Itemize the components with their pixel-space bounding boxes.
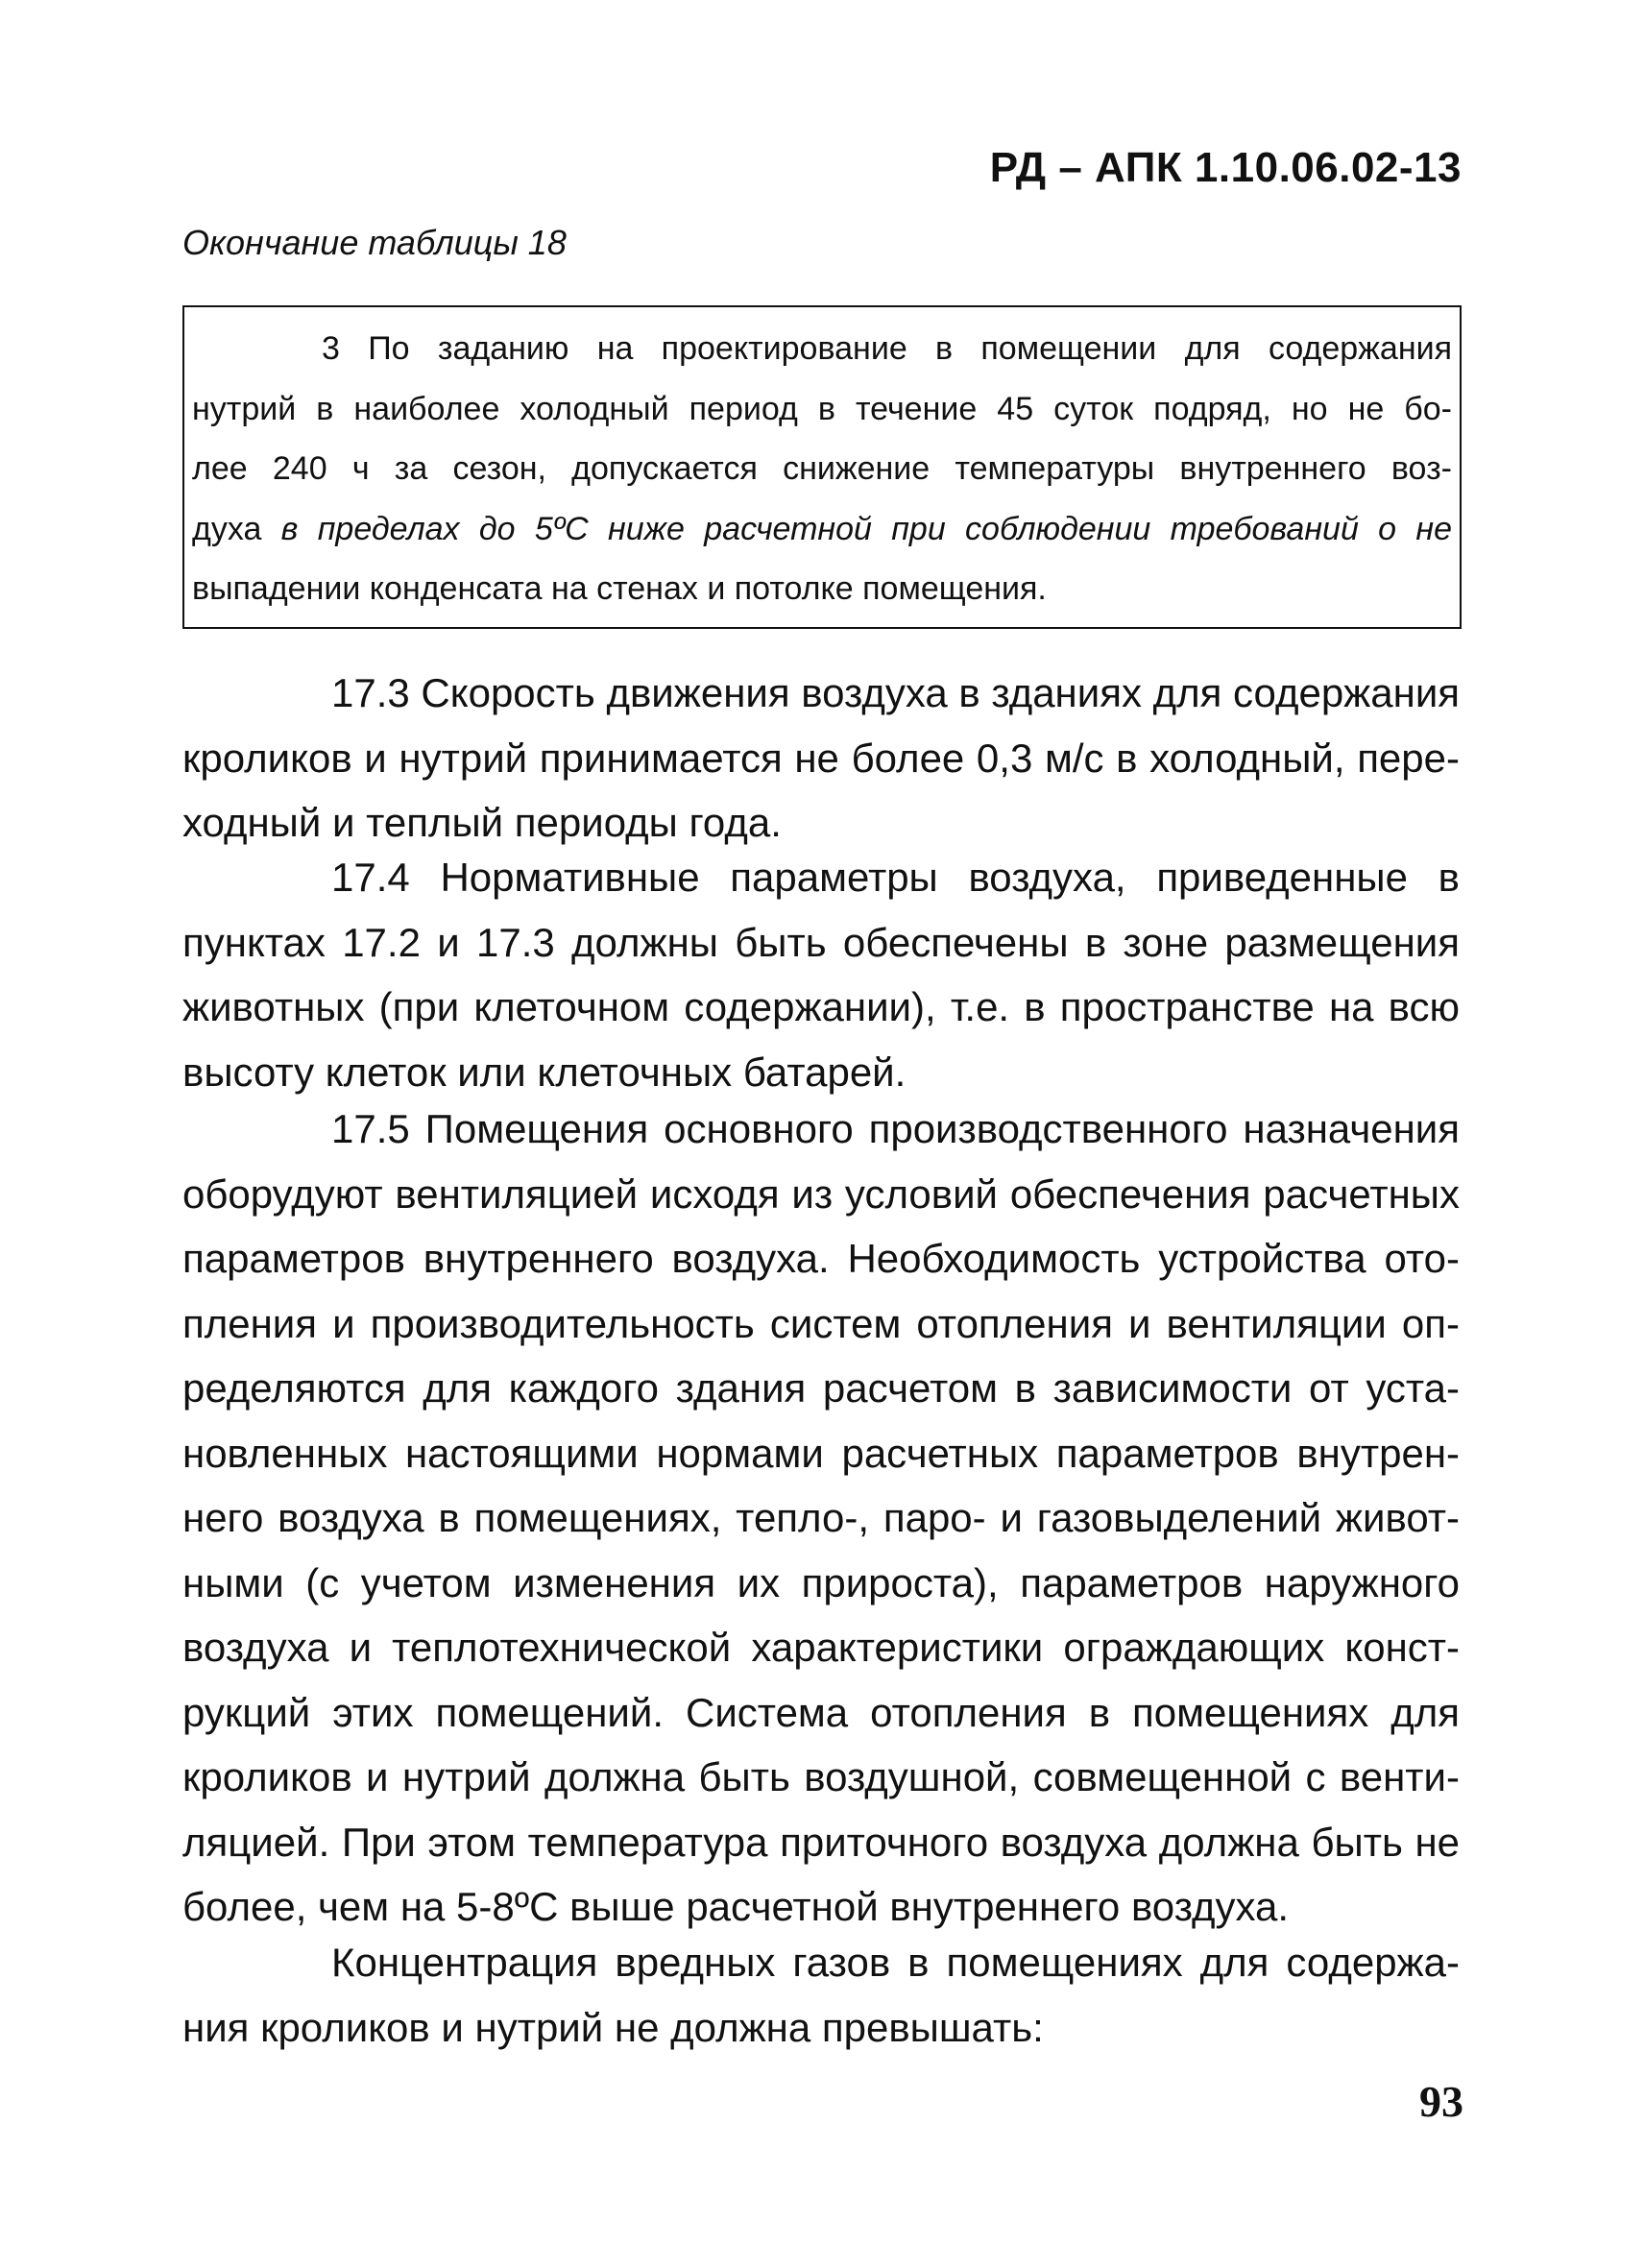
paragraph-line: 17.5 Помещения основного производственного назначения [331,1106,1460,1151]
paragraph-line: Концентрация вредных газов в помещениях для содержа- [331,1940,1460,1985]
paragraph-line: него воздуха в помещениях, тепло-, паро- и газовыделений живот- [182,1495,1460,1540]
paragraph-line: кроликов и нутрий принимается не более 0,3 м/с в холодный, пере- [182,735,1460,781]
note-line: нутрий в наиболее холодный период в течение 45 суток подряд, но не бо- [192,390,1452,427]
paragraph-line: более, чем на 5-8ºС выше расчетной внутреннего воздуха. [182,1884,1290,1929]
paragraph-line: 17.3 Скорость движения воздуха в зданиях для содержания [331,670,1461,715]
paragraph-line: оборудуют вентиляцией исходя из условий обеспечения расчетных [182,1170,1460,1217]
note-line [192,499,1452,560]
paragraph-gas-concentration [182,1930,1460,2060]
paragraph-line: параметров внутреннего воздуха. Необходимость устройства ото- [182,1236,1460,1281]
paragraph-17-4 [182,845,1460,1104]
paragraph-line: ными (с учетом изменения их прироста), параметров наружного [182,1559,1460,1605]
page-number: 93 [1419,2077,1463,2126]
paragraph-line: кроликов и нутрий должна быть воздушной, совмещенной с венти- [182,1754,1460,1799]
paragraph-line: пления и производительность систем отопления и вентиляции оп- [182,1300,1460,1346]
note-line-italic-text: в пределах до 5ºС ниже расчетной при соблюдении требований о не [280,510,1452,547]
paragraph-line: высоту клеток или клеточных батарей. [182,1049,907,1095]
table-note-box [182,305,1462,629]
paragraph-line: ходный и теплый периоды года. [182,800,782,845]
note-line-text: духа [192,510,281,547]
paragraph-line: пунктах 17.2 и 17.3 должны быть обеспечены в зоне размещения [182,919,1460,965]
paragraph-line: новленных настоящими нормами расчетных параметров внутрен- [182,1430,1460,1476]
note-line: лее 240 ч за сезон, допускается снижение температуры внутреннего воз- [192,450,1452,487]
paragraph-line: рукций этих помещений. Система отопления в помещениях для [182,1689,1460,1735]
paragraph-17-3 [182,661,1460,856]
paragraph-line: ния кроликов и нутрий не должна превышать: [182,2004,1044,2050]
document-code: РД – АПК 1.10.06.02-13 [989,144,1462,191]
paragraph-line: воздуха и теплотехнической характеристики ограждающих конст- [182,1625,1460,1670]
paragraph-line: ляцией. При этом температура приточного воздуха должна быть не [182,1819,1460,1865]
table-caption: Окончание таблицы 18 [182,223,567,262]
paragraph-line: животных (при клеточном содержании), т.е. в пространстве на всю [182,984,1460,1029]
note-line: 3 По заданию на проектирование в помещении для содержания [322,330,1452,367]
note-line: выпадении конденсата на стенах и потолке помещения. [192,570,1047,607]
paragraph-17-5 [182,1097,1460,1940]
paragraph-line: ределяются для каждого здания расчетом в зависимости от уста- [182,1365,1460,1411]
paragraph-line: 17.4 Нормативные параметры воздуха, приведенные в [331,855,1460,900]
